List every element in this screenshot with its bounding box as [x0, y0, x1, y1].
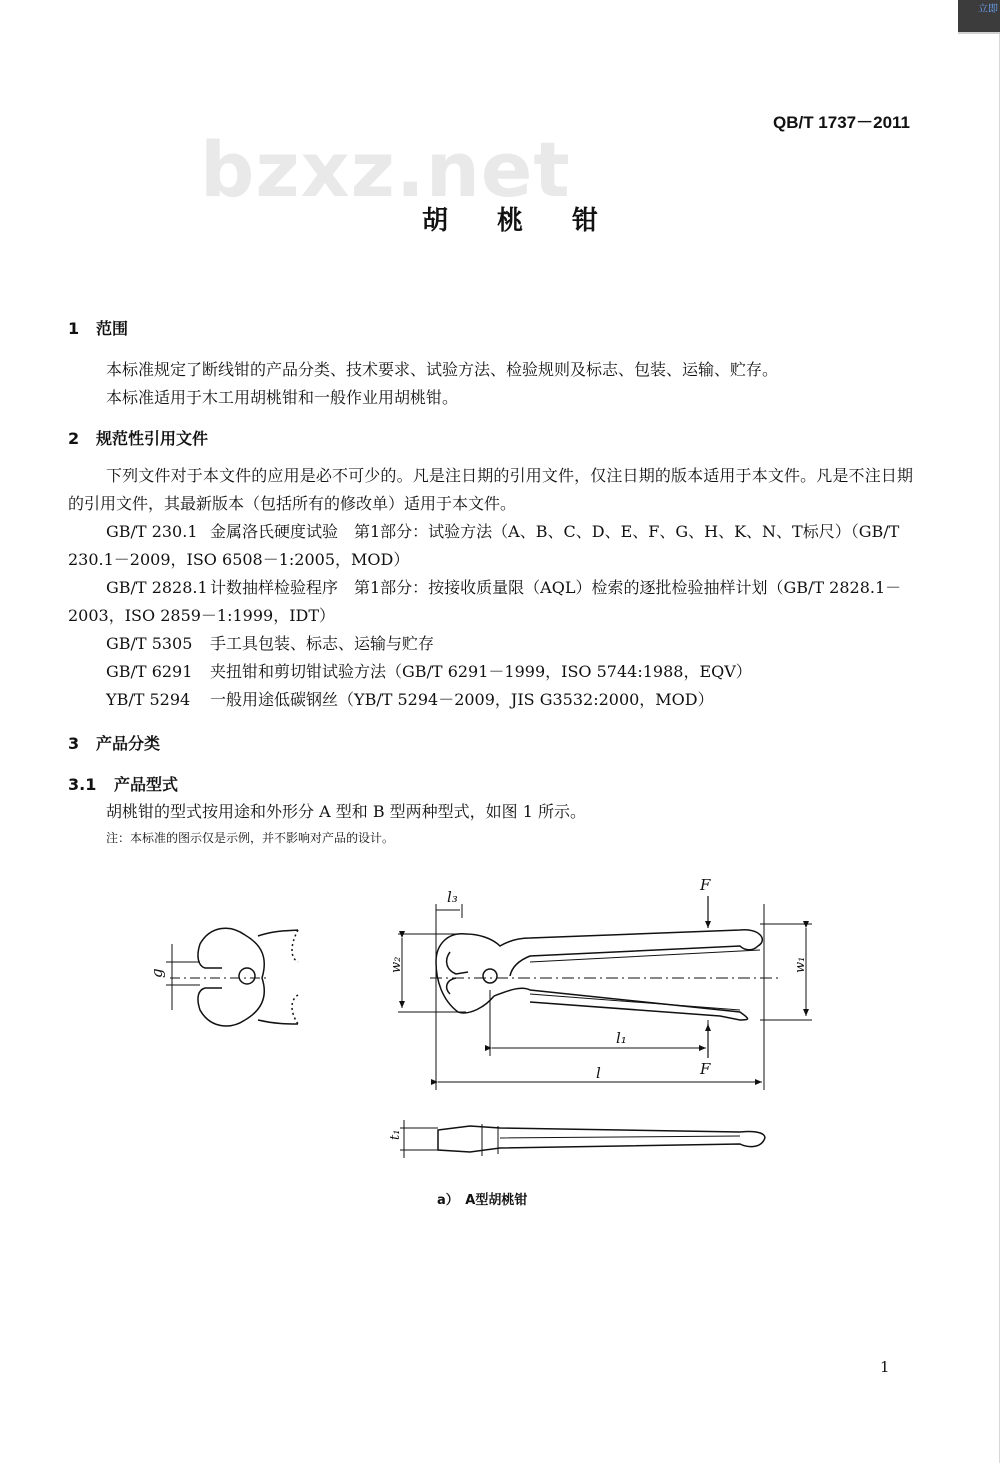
lower-handle [494, 988, 748, 1020]
jaw-detail-upper [198, 928, 245, 968]
label-F-top: F [700, 876, 711, 894]
side-view-outline [438, 1126, 765, 1152]
label-F-bottom: F [700, 1060, 711, 1078]
reference-item [68, 686, 913, 714]
section-2-heading [68, 426, 208, 449]
reference-code: GB/T 2828.1 [106, 578, 208, 597]
jaw-detail-pivot [239, 968, 255, 984]
figure-caption: a） A型胡桃钳 [437, 1193, 528, 1208]
section-3-1-heading [68, 772, 178, 795]
label-g: g [148, 968, 166, 978]
w2-extension [398, 934, 466, 1012]
reference-code: GB/T 230.1 [106, 522, 198, 541]
main-pivot [483, 969, 497, 983]
watermark: bzxz.net [200, 125, 571, 214]
section-title: 产品分类 [96, 734, 161, 753]
t1-extension [400, 1128, 438, 1150]
jaw-outline [436, 934, 494, 1013]
reference-code: GB/T 6291 [106, 662, 193, 681]
jaw-detail-lower [198, 988, 245, 1026]
reference-text: 计数抽样检验程序 第1部分：按接收质量限（AQL）检索的逐批检验抽样计划（GB/T 2828.1－2003，ISO 2859－1:1999，IDT） [68, 578, 902, 625]
page-number: 1 [880, 1358, 890, 1376]
section-1-para-1: 本标准规定了断线钳的产品分类、技术要求、试验方法、检验规则及标志、包装、运输、贮存。 [106, 360, 779, 379]
reference-text: 金属洛氏硬度试验 第1部分：试验方法（A、B、C、D、E、F、G、H、K、N、T标尺）（GB/T 230.1－2009，ISO 6508－1:2005，MOD） [68, 522, 900, 569]
section-title: 规范性引用文件 [96, 429, 209, 448]
document-number: QB/T 1737－2011 [772, 113, 910, 132]
section-1-para-2: 本标准适用于木工用胡桃钳和一般作业用胡桃钳。 [106, 388, 459, 407]
reference-item [68, 518, 913, 574]
reference-text: 夹扭钳和剪切钳试验方法（GB/T 6291－1999，ISO 5744:1988，EQV） [210, 662, 752, 681]
section-3-heading [68, 731, 160, 754]
section-number: 2 [68, 429, 80, 448]
note: 注：本标准的图示仅是示例，并不影响对产品的设计。 [106, 831, 395, 845]
corner-tab-label[interactable]: 立即 [978, 4, 998, 15]
reference-code: YB/T 5294 [106, 690, 191, 709]
page-title: 胡 桃 钳 [421, 206, 619, 236]
jaw-detail-break-line [292, 930, 298, 1024]
reference-text: 手工具包装、标志、运输与贮存 [210, 634, 435, 653]
label-w2: w₂ [389, 956, 404, 973]
section-number: 1 [68, 319, 80, 338]
label-l1: l₁ [616, 1029, 627, 1047]
label-l: l [596, 1064, 601, 1082]
label-t1: t₁ [388, 1129, 403, 1140]
l3-dimension [436, 904, 462, 918]
upper-handle [466, 930, 762, 976]
reference-item [68, 574, 913, 630]
label-l3: l₃ [447, 888, 458, 906]
section-3-1-body: 胡桃钳的型式按用途和外形分 A 型和 B 型两种型式，如图 1 所示。 [106, 802, 587, 821]
reference-item [68, 630, 913, 658]
handle-edges [530, 950, 760, 1010]
pliers-figure [0, 860, 1000, 1190]
section-1-heading [68, 316, 128, 339]
reference-text: 一般用途低碳钢丝（YB/T 5294－2009，JIS G3532:2000，MOD） [210, 690, 714, 709]
section-2-intro: 下列文件对于本文件的应用是必不可少的。凡是注日期的引用文件，仅注日期的版本适用于本文件。凡是不注日期的引用文件，其最新版本（包括所有的修改单）适用于本文件。 [68, 466, 913, 513]
section-number: 3 [68, 734, 80, 753]
label-w1: w₁ [793, 956, 808, 973]
section-title: 范围 [96, 319, 129, 338]
section-number: 3.1 [68, 775, 97, 794]
jaw-inner [447, 952, 468, 994]
reference-code: GB/T 5305 [106, 634, 193, 653]
corner-tab[interactable] [958, 0, 1000, 34]
section-title: 产品型式 [114, 775, 179, 794]
l1-extension [490, 990, 708, 1056]
reference-item [68, 658, 913, 686]
jaw-detail-g-dimension [166, 944, 200, 1010]
